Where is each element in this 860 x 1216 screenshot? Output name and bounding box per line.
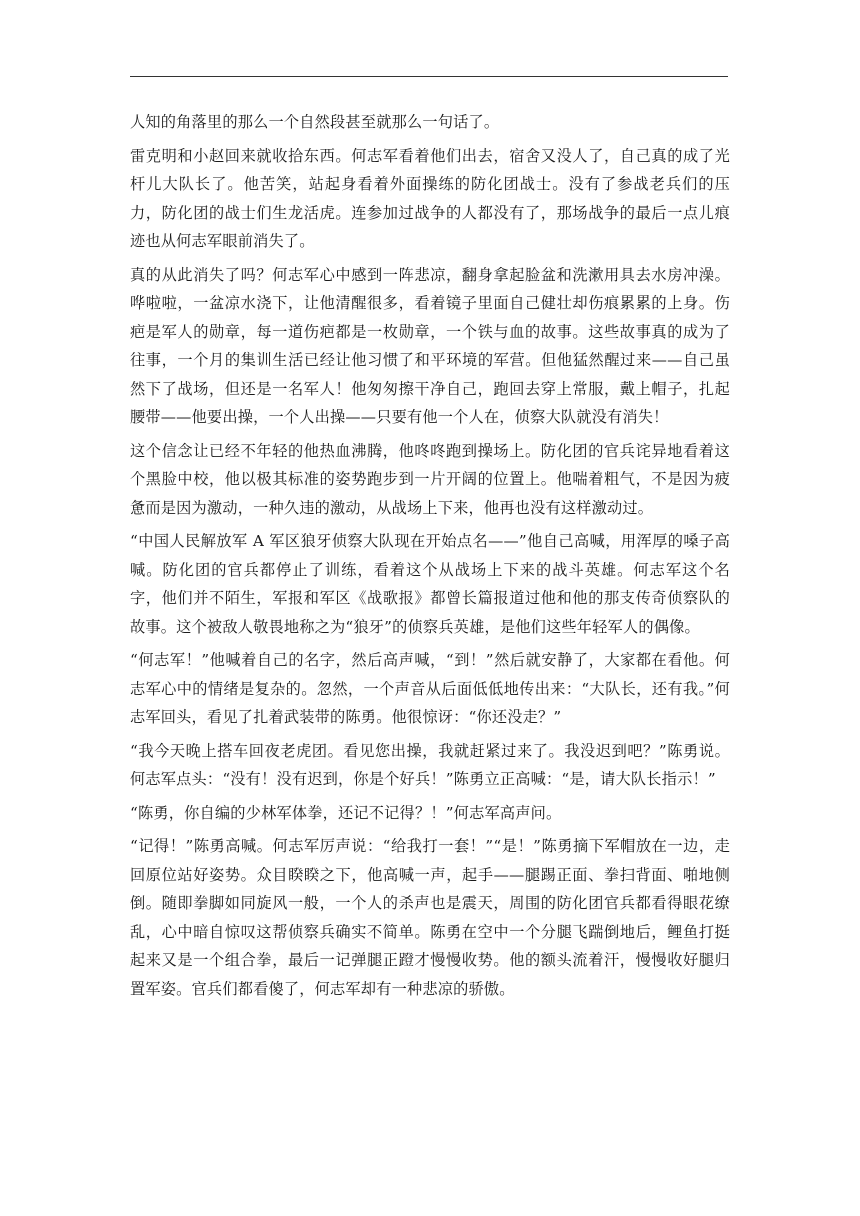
header-rule [130,76,728,77]
paragraph: “记得！”陈勇高喊。何志军厉声说：“给我打一套！”“是！”陈勇摘下军帽放在一边，走回原位站好姿势。众目睽睽之下，他高喊一声，起手——腿踢正面、拳扫背面、啪地侧倒。随即拳脚如同旋风一般，一个人的杀声也是震天，周围的防化团官兵都看得眼花缭乱，心中暗自惊叹这帮侦察兵确实不简单。陈勇在空中一个分腿飞踹倒地后，鲤鱼打挺起来又是一个组合拳，最后一记弹腿正蹬才慢慢收势。他的额头流着汗，慢慢收好腿归置军姿。官兵们都看傻了，何志军却有一种悲凉的骄傲。 [130,837,730,998]
paragraph: 这个信念让已经不年轻的他热血沸腾，他咚咚跑到操场上。防化团的官兵诧异地看着这个黑脸中校，他以极其标准的姿势跑步到一片开阔的位置上。他喘着粗气，不是因为疲惫而是因为激动，一种久违的激动，从战场上下来，他再也没有这样激动过。 [130,441,730,517]
paragraph: 真的从此消失了吗？何志军心中感到一阵悲凉，翻身拿起脸盆和洗漱用具去水房冲澡。哗啦啦，一盆凉水浇下，让他清醒很多，看着镜子里面自己健壮却伤痕累累的上身。伤疤是军人的勋章，每一道伤疤都是一枚勋章，一个铁与血的故事。这些故事真的成为了往事，一个月的集训生活已经让他习惯了和平环境的军营。但他猛然醒过来——自己虽然下了战场，但还是一名军人！他匆匆擦干净自己，跑回去穿上常服，戴上帽子，扎起腰带——他要出操，一个人出操——只要有他一个人在，侦察大队就没有消失！ [130,265,730,426]
body-text [130,108,730,1008]
paragraph: “我今天晚上搭车回夜老虎团。看见您出操，我就赶紧过来了。我没迟到吧？”陈勇说。何志军点头：“没有！没有迟到，你是个好兵！”陈勇立正高喊：“是，请大队长指示！” [130,741,730,788]
paragraph: “何志军！”他喊着自己的名字，然后高声喊，“到！”然后就安静了，大家都在看他。何志军心中的情绪是复杂的。忽然，一个声音从后面低低地传出来：“大队长，还有我。”何志军回头，看见了扎着武装带的陈勇。他很惊讶：“你还没走？” [130,651,730,726]
paragraph: 人知的角落里的那么一个自然段甚至就那么一句话了。 [130,113,500,131]
paragraph: 雷克明和小赵回来就收拾东西。何志军看着他们出去，宿舍又没人了，自己真的成了光杆儿大队长了。他苦笑，站起身看着外面操练的防化团战士。没有了参战老兵们的压力，防化团的战士们生龙活虎。连参加过战争的人都没有了，那场战争的最后一点儿痕迹也从何志军眼前消失了。 [130,146,730,250]
paragraph: “陈勇，你自编的少林军体拳，还记不记得？！”何志军高声问。 [130,803,562,822]
paragraph: “中国人民解放军 A 军区狼牙侦察大队现在开始点名——”他自己高喊，用浑厚的嗓子高喊。防化团的官兵都停止了训练，看着这个从战场上下来的战斗英雄。何志军这个名字，他们并不陌生，军报和军区《战歌报》都曾长篇报道过他和他的那支传奇侦察队的故事。这个被敌人敬畏地称之为“狼牙”的侦察兵英雄，是他们这些年轻军人的偶像。 [130,532,730,636]
